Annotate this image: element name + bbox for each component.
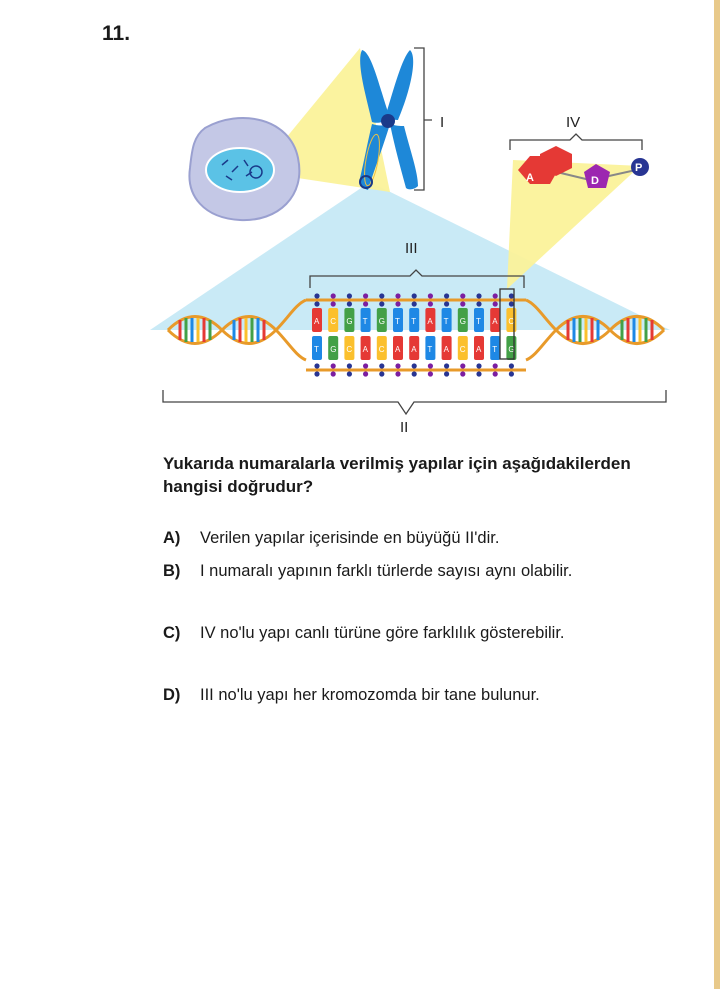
backbone-dot [347, 371, 352, 376]
dna-base-top-letter: T [395, 317, 400, 326]
dna-base-bottom-letter: T [492, 345, 498, 354]
backbone-dot [509, 301, 514, 306]
backbone-dot [314, 301, 319, 306]
dna-base-top-letter: A [492, 317, 498, 326]
dna-base-top-letter: G [346, 317, 353, 326]
backbone-dot [493, 371, 498, 376]
backbone-dot [347, 293, 352, 298]
dna-base-top-letter: G [459, 317, 467, 326]
option-d-letter: D) [163, 686, 181, 704]
question-stem: Yukarıda numaralarla verilmiş yapılar için aşağıdakilerden hangisi doğrudur? [163, 454, 631, 496]
sugar-letter: D [591, 175, 599, 187]
dna-base-bottom-letter: A [443, 345, 449, 354]
backbone-dot [395, 293, 400, 298]
dna-base-bottom-letter: T [314, 345, 319, 354]
bracket-IV [510, 134, 642, 150]
backbone-dot [428, 301, 433, 306]
backbone-dot [476, 371, 481, 376]
label-IV: IV [566, 114, 581, 131]
dna-base-bottom-letter: C [459, 345, 466, 354]
backbone-dot [509, 293, 514, 298]
question-number: 11. [102, 22, 131, 45]
option-a-text: Verilen yapılar içerisinde en büyüğü II'dir. [200, 529, 500, 547]
dna-base-bottom-letter: C [346, 345, 353, 354]
option-c-letter: C) [163, 624, 181, 642]
bracket-II [163, 390, 666, 414]
backbone-dot [412, 363, 417, 368]
backbone-dot [347, 363, 352, 368]
backbone-dot [509, 371, 514, 376]
backbone-dot [331, 293, 336, 298]
dna-base-bottom-letter: A [395, 345, 401, 354]
backbone-dot [412, 371, 417, 376]
backbone-dot [460, 301, 465, 306]
phosphate-letter: P [635, 162, 643, 174]
dna-base-top-letter: T [443, 317, 449, 326]
backbone-dot [363, 363, 368, 368]
backbone-dot [331, 301, 336, 306]
backbone-dot [379, 301, 384, 306]
backbone-dot [460, 293, 465, 298]
dna-base-top-letter: T [362, 317, 368, 326]
dna-base-bottom-letter: G [330, 345, 337, 354]
dna-base-bottom-letter: C [378, 345, 385, 354]
label-II: II [400, 419, 409, 436]
nucleus-icon [206, 148, 274, 192]
backbone-dot [460, 363, 465, 368]
backbone-dot [331, 371, 336, 376]
dna-structure-figure [0, 0, 720, 450]
label-III: III [405, 240, 418, 257]
backbone-dot [363, 301, 368, 306]
backbone-dot [363, 293, 368, 298]
backbone-dot [509, 363, 514, 368]
option-a-letter: A) [163, 529, 181, 547]
backbone-dot [412, 301, 417, 306]
backbone-dot [444, 363, 449, 368]
option-b-text: I numaralı yapının farklı türlerde sayısı aynı olabilir. [200, 562, 573, 580]
backbone-dot [476, 363, 481, 368]
backbone-dot [444, 371, 449, 376]
dna-base-top-letter: A [427, 317, 433, 326]
option-d-text: III no'lu yapı her kromozomda bir tane bulunur. [200, 686, 540, 704]
backbone-dot [395, 301, 400, 306]
backbone-dot [428, 363, 433, 368]
backbone-dot [314, 293, 319, 298]
backbone-dot [493, 293, 498, 298]
dna-base-top-letter: T [411, 317, 417, 326]
backbone-dot [428, 371, 433, 376]
backbone-dot [476, 301, 481, 306]
dna-base-bottom-letter: A [476, 345, 482, 354]
dna-base-top-letter: A [314, 317, 320, 326]
option-b-letter: B) [163, 562, 181, 580]
backbone-dot [493, 301, 498, 306]
backbone-dot [493, 363, 498, 368]
label-I: I [440, 114, 445, 131]
dna-base-top-letter: G [378, 317, 386, 326]
dna-base-bottom-letter: G [508, 345, 515, 354]
option-c-text: IV no'lu yapı canlı türüne göre farklılık gösterebilir. [200, 624, 565, 642]
dna-base-bottom-letter: T [427, 345, 433, 354]
centromere-icon [381, 114, 395, 128]
backbone-dot [476, 293, 481, 298]
backbone-dot [460, 371, 465, 376]
backbone-dot [331, 363, 336, 368]
backbone-dot [395, 363, 400, 368]
backbone-dot [379, 293, 384, 298]
backbone-dot [428, 293, 433, 298]
backbone-dot [314, 363, 319, 368]
backbone-dot [314, 371, 319, 376]
backbone-dot [363, 371, 368, 376]
backbone-dot [395, 371, 400, 376]
backbone-dot [379, 371, 384, 376]
dna-base-top-letter: C [330, 317, 336, 326]
backbone-dot [379, 363, 384, 368]
dna-base-bottom-letter: A [411, 345, 417, 354]
backbone-dot [444, 301, 449, 306]
bracket-I [414, 48, 432, 190]
dna-base-top-letter: C [508, 317, 515, 326]
backbone-dot [412, 293, 417, 298]
dna-base-bottom-letter: A [362, 345, 368, 354]
backbone-dot [444, 293, 449, 298]
base-letter: A [526, 172, 534, 184]
backbone-dot [347, 301, 352, 306]
dna-base-top-letter: T [476, 317, 481, 326]
